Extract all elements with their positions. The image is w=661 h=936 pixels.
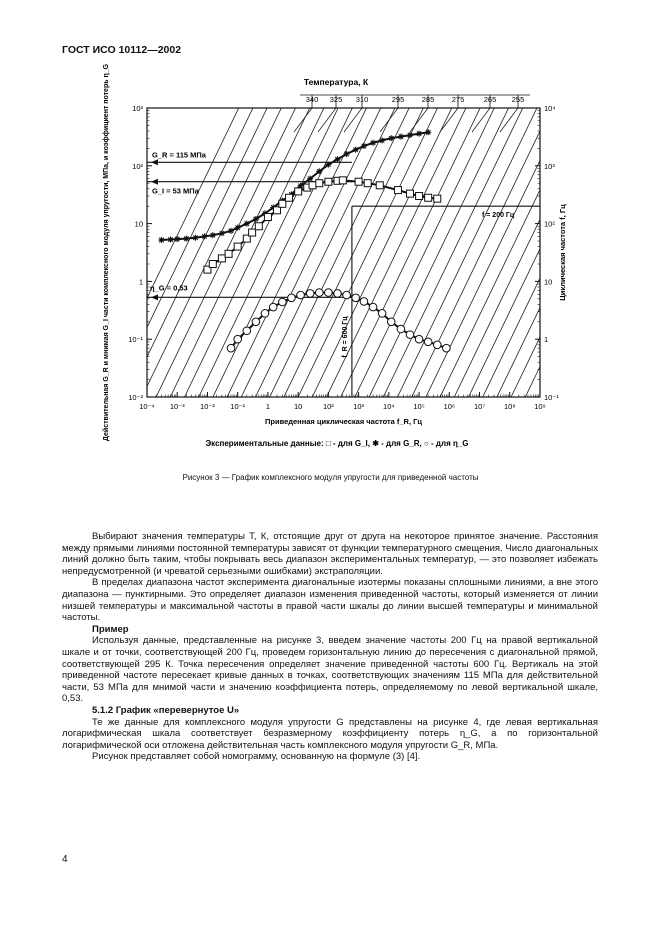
x-tick-label: 10⁹ xyxy=(534,402,546,411)
paragraph-2: В пределах диапазона частот эксперимента диагональные изотермы показаны сплошными линиями, а вне этого диапазона — пунктирными. Это определяет диапазон изменения приведенной частоты, который изменяется от линии низшей температуры и максимальной частоты в правой части шкалы до линии высшей температуры и минимальной частоты. xyxy=(62,577,598,624)
eta-data-point xyxy=(288,294,296,302)
gr-data-point xyxy=(379,137,385,143)
gi-data-point xyxy=(364,180,371,187)
isotherm-line xyxy=(492,68,661,437)
x-tick-label: 1 xyxy=(265,402,271,411)
gi-data-point xyxy=(249,229,256,236)
gr-data-point xyxy=(210,232,216,238)
temperature-leader xyxy=(440,108,458,132)
temperature-tick-label: 265 xyxy=(483,95,497,104)
gr-data-point xyxy=(316,168,322,174)
gi-data-point xyxy=(309,182,316,189)
eta-data-point xyxy=(443,344,451,352)
gr-data-point xyxy=(219,230,225,236)
isotherm-line xyxy=(378,68,556,437)
top-axis-title: Температура, К xyxy=(303,77,369,87)
eta-data-point xyxy=(378,310,386,318)
temperature-tick-label: 325 xyxy=(329,95,343,104)
gi-data-point xyxy=(434,195,441,202)
gr-data-point xyxy=(307,176,313,182)
eta-data-point xyxy=(424,338,432,346)
eta-data-point xyxy=(306,290,314,298)
gr-data-point xyxy=(398,134,404,140)
guide-arrow xyxy=(151,294,158,300)
gi-data-point xyxy=(316,180,323,187)
annotation-eta: η_G = 0,53 xyxy=(150,283,188,293)
gr-data-point xyxy=(344,151,350,157)
isotherm-line xyxy=(236,68,414,437)
eta-data-point xyxy=(252,318,260,326)
temperature-tick-label: 275 xyxy=(451,95,465,104)
eta-data-point xyxy=(387,318,395,326)
gi-data-point xyxy=(416,193,423,200)
y-left-tick-label: 10³ xyxy=(132,104,143,113)
gi-data-point xyxy=(264,214,271,221)
gi-data-point xyxy=(279,200,286,207)
y-right-tick-label: 10⁴ xyxy=(544,104,556,113)
x-tick-label: 10⁴ xyxy=(383,402,395,411)
gi-data-point xyxy=(295,188,302,195)
gi-data-point xyxy=(325,178,332,185)
x-tick-label: 10² xyxy=(322,402,334,411)
gr-data-point xyxy=(353,147,359,153)
x-tick-label: 10⁻⁴ xyxy=(139,402,155,411)
temperature-leader xyxy=(318,108,336,132)
x-tick-label: 10⁻¹ xyxy=(230,402,246,411)
gi-data-point xyxy=(355,178,362,185)
guide-arrow xyxy=(151,159,158,165)
isotherm-line xyxy=(279,68,457,437)
gr-data-point xyxy=(158,237,164,243)
y-right-tick-label: 10 xyxy=(544,277,553,287)
example-heading: Пример xyxy=(92,623,129,635)
temperature-leader xyxy=(380,108,398,132)
gr-data-point xyxy=(325,162,331,168)
isotherm-line xyxy=(123,68,301,437)
eta-data-point xyxy=(397,325,405,333)
gi-data-point xyxy=(209,261,216,268)
temperature-tick-label: 310 xyxy=(355,95,369,104)
eta-data-point xyxy=(279,298,287,306)
gr-data-point xyxy=(407,132,413,138)
annotation-gr: G_R = 115 МПа xyxy=(152,150,206,160)
temperature-leader xyxy=(294,108,312,132)
isotherm-line xyxy=(108,68,286,437)
x-axis-label: Приведенная циклическая частота f_R, Гц xyxy=(264,417,423,426)
x-tick-label: 10⁵ xyxy=(413,402,425,411)
eta-data-point xyxy=(406,331,414,339)
eta-data-point xyxy=(433,341,441,349)
annotation-freq: f = 200 Гц xyxy=(482,212,515,220)
eta-data-point xyxy=(234,335,242,343)
y-left-axis-label: Действительная G_R и мнимая G_I части комплексного модуля упругости, МПа, и коэффициент потерь η_G xyxy=(103,63,110,442)
isotherm-line xyxy=(265,68,443,437)
section-heading-5-1-2: 5.1.2 График «перевернутое U» xyxy=(92,704,240,716)
temperature-tick-label: 295 xyxy=(391,95,405,104)
isotherm-line xyxy=(293,68,471,437)
temperature-leader xyxy=(410,108,428,132)
eta-data-point xyxy=(343,291,351,299)
figure-caption: Рисунок 3 — График комплексного модуля упругости для приведенной частоты xyxy=(182,473,479,482)
isotherm-line xyxy=(350,68,528,437)
isotherm-lines xyxy=(80,68,661,437)
x-tick-label: 10 xyxy=(293,402,303,411)
isotherm-line xyxy=(435,68,613,437)
gr-data-point xyxy=(202,233,208,239)
gr-data-point xyxy=(334,156,340,162)
isotherm-line xyxy=(151,68,329,437)
gi-data-point xyxy=(218,255,225,262)
y-left-tick-label: 10 xyxy=(134,219,143,229)
y-right-tick-label: 1 xyxy=(544,335,549,345)
guide-arrow xyxy=(151,179,158,185)
eta-data-point xyxy=(315,289,323,297)
gi-data-point xyxy=(286,194,293,201)
gr-data-point xyxy=(168,237,174,243)
y-right-tick-label: 10³ xyxy=(544,161,555,171)
eta-data-point xyxy=(415,335,423,343)
y-right-tick-label: 10² xyxy=(544,219,555,229)
isotherm-line xyxy=(392,68,570,437)
gi-data-point xyxy=(225,250,232,257)
page-number: 4 xyxy=(62,854,68,865)
gr-data-point xyxy=(253,216,259,222)
legend: Экспериментальные данные: □ - для G_I, ✱ - для G_R, ○ - для η_G xyxy=(205,439,469,448)
y-right-axis-label: Циклическая частота f, Гц xyxy=(558,204,567,301)
gr-data-point xyxy=(183,236,189,242)
y-left-tick-label: 10² xyxy=(132,161,143,171)
isotherm-line xyxy=(165,68,343,437)
gi-data-point xyxy=(394,187,401,194)
temperature-tick-label: 255 xyxy=(511,95,525,104)
eta-data-point xyxy=(334,290,342,298)
y-left-tick-label: 10⁻² xyxy=(128,393,143,402)
gi-data-point xyxy=(425,194,432,201)
gi-data-point xyxy=(406,190,413,197)
isotherm-line xyxy=(94,68,272,437)
isotherm-line xyxy=(194,68,372,437)
y-left-tick-label: 1 xyxy=(138,277,143,287)
isotherm-line xyxy=(222,68,400,437)
isotherm-line xyxy=(463,68,641,437)
annotation-fr: f_R = 600 Гц xyxy=(341,316,349,358)
isotherm-line xyxy=(307,68,485,437)
gi-data-point xyxy=(274,207,281,214)
document-header: ГОСТ ИСО 10112—2002 xyxy=(62,44,182,56)
isotherm-line xyxy=(449,68,627,437)
eta-data-point xyxy=(269,303,277,311)
x-tick-label: 10⁻² xyxy=(200,402,215,411)
eta-data-point xyxy=(352,294,360,302)
series-curve xyxy=(231,293,446,349)
isotherm-line xyxy=(321,68,499,437)
eta-data-point xyxy=(325,289,333,297)
eta-data-point xyxy=(261,310,269,318)
paragraph-3: Используя данные, представленные на рисунке 3, введем значение частоты 200 Гц на правой вертикальной шкале и от точки, соответствующей 200 Гц, проведем горизонтальную линию до пересечения с диагональной прямой, соответствующей 295 К. Точка пересечения определяет значение приведенной частоты 600 Гц. Вертикаль на этой приведенной частоте пересекает кривые данных в точках, соответствующих значениям 115 МПа для действительной части, 53 МПа для мнимой части и значению коэффициента потерь, определяемому по левой вертикальной шкале, 0,53. xyxy=(62,635,598,705)
gr-data-point xyxy=(416,131,422,137)
annotation-gi: G_I = 53 МПа xyxy=(152,186,199,196)
gr-data-point xyxy=(370,140,376,146)
isotherm-line xyxy=(421,68,599,437)
eta-data-point xyxy=(360,298,368,306)
isotherm-line xyxy=(250,68,428,437)
gr-data-point xyxy=(388,135,394,141)
temperature-tick-label: 285 xyxy=(421,95,435,104)
gi-data-point xyxy=(255,223,262,230)
gr-data-point xyxy=(235,225,241,231)
x-tick-label: 10⁷ xyxy=(474,402,486,411)
gi-data-point xyxy=(234,243,241,250)
isotherm-line xyxy=(208,68,386,437)
y-left-tick-label: 10⁻¹ xyxy=(128,335,143,345)
body-text xyxy=(62,531,598,763)
isotherm-line xyxy=(336,68,514,437)
x-tick-label: 10⁸ xyxy=(504,402,516,411)
gi-data-point xyxy=(376,182,383,189)
gr-data-point xyxy=(192,235,198,241)
gr-data-point xyxy=(361,143,367,149)
x-tick-label: 10³ xyxy=(353,402,365,411)
paragraph-4: Те же данные для комплексного модуля упругости G представлены на рисунке 4, где левая вертикальная логарифмическая шкала соответствует безразмерному коэффициенту потерь η_G, а по горизонтальной логарифмической оси отложена действительная часть комплексного модуля упругости G_R, МПа. xyxy=(62,716,598,751)
x-tick-label: 10⁻³ xyxy=(169,402,185,411)
gr-data-point xyxy=(228,228,234,234)
gi-data-point xyxy=(339,177,346,184)
paragraph-1: Выбирают значения температуры T, К, отстоящие друг от друга на некоторое принятое значение. Расстояния между прямыми линиями постоянной температуры зависят от функции температурного смещения. Число диагональных линий должно быть таким, чтобы покрывать весь диапазон экспериментальных температур, — это позволяет избежать непредусмотренной (и чреватой серьезными ошибками) экстраполяции. xyxy=(62,531,598,577)
eta-data-point xyxy=(243,327,251,335)
paragraph-5: Рисунок представляет собой номограмму, основанную на формуле (3) [4]. xyxy=(92,751,421,763)
gr-data-point xyxy=(425,129,431,135)
x-tick-label: 10⁶ xyxy=(443,402,456,411)
isotherm-line xyxy=(520,68,661,437)
eta-data-point xyxy=(227,344,235,352)
eta-data-point xyxy=(297,291,305,299)
gr-data-point xyxy=(244,221,250,227)
gr-data-point xyxy=(174,236,180,242)
eta-data-point xyxy=(369,303,377,311)
temperature-tick-label: 340 xyxy=(305,95,319,104)
isotherm-line xyxy=(179,68,357,437)
isotherm-line xyxy=(364,68,542,437)
y-right-tick-label: 10⁻¹ xyxy=(544,393,559,402)
